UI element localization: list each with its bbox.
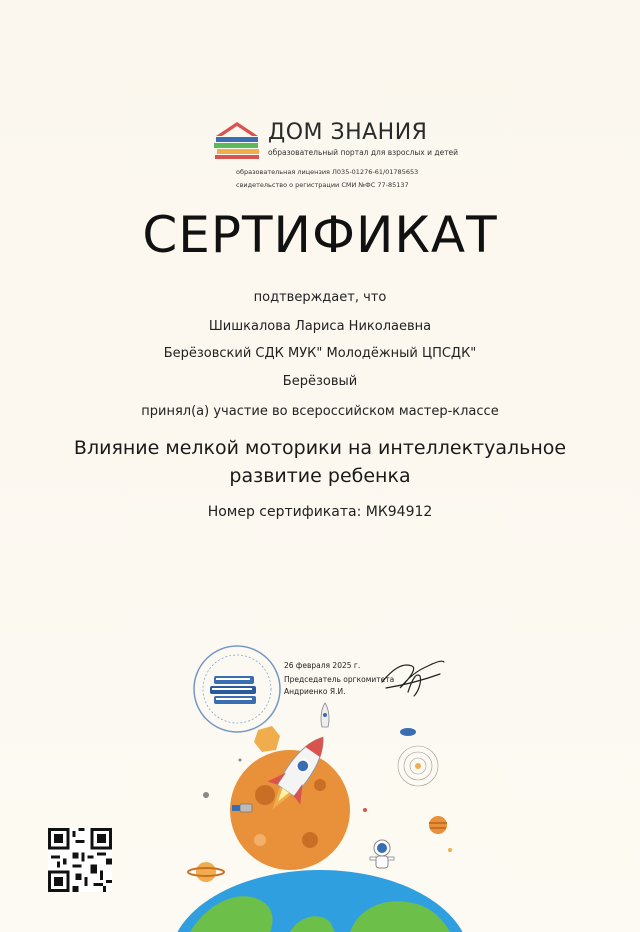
person-name: Шишкалова Лариса Николаевна — [208, 319, 432, 334]
confirms-text: подтверждает, что — [253, 290, 387, 305]
license-line: образовательная лицензия Л035-01276-61/01785653 — [236, 168, 419, 176]
registration-line: свидетельство о регистрации СМИ №ФС 77-85137 — [236, 181, 409, 189]
qr-code-icon[interactable] — [48, 828, 112, 892]
logo-title: ДОМ ЗНАНИЯ — [268, 120, 428, 145]
signature-date: 26 февраля 2025 г. — [284, 661, 361, 670]
signature-name: Андриенко Я.И. — [284, 687, 346, 696]
logo-subtitle: образовательный портал для взрослых и детей — [268, 148, 459, 157]
participation-text: принял(а) участие во всероссийском мастер-классе — [141, 404, 499, 419]
certificate-number: Номер сертификата: МК94912 — [207, 504, 433, 520]
event-title: Влияние мелкой моторики на интеллектуальное развитие ребенка — [73, 437, 567, 487]
organization: Берёзовский СДК МУК" Молодёжный ЦПСДК" — [163, 346, 477, 361]
locality: Берёзовый — [282, 374, 358, 389]
signature-role: Председатель оргкомитета — [284, 675, 395, 684]
license-info — [236, 166, 418, 192]
certificate-title: СЕРТИФИКАТ — [142, 206, 498, 264]
astronaut-icon — [370, 840, 394, 868]
space-illustration — [150, 700, 490, 932]
handwritten-signature-icon — [378, 652, 448, 702]
books-logo-icon — [212, 120, 262, 160]
